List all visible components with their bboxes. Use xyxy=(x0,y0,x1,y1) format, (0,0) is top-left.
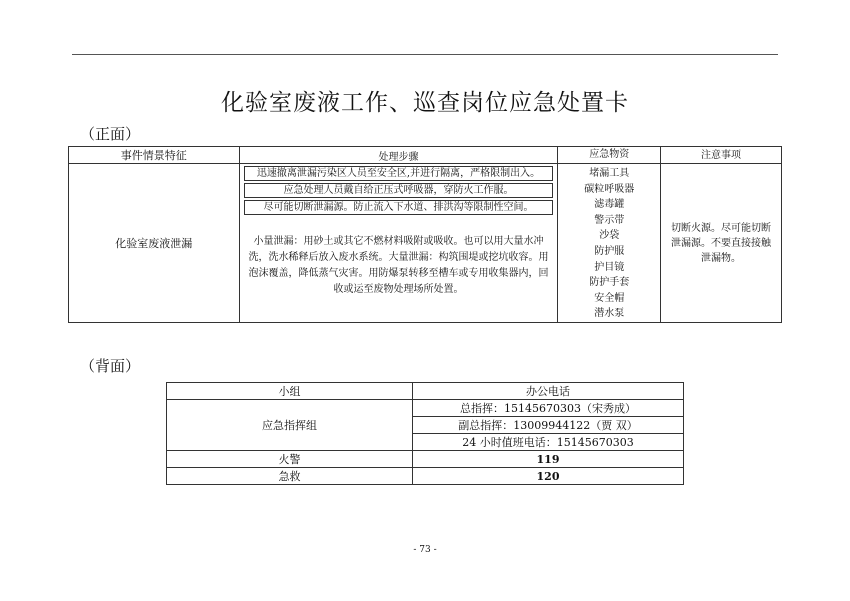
event-cell: 化验室废液泄漏 xyxy=(69,164,240,323)
step-3: 尽可能切断泄漏源。防止流入下水道、排洪沟等限制性空间。 xyxy=(244,200,554,215)
header-materials: 应急物资 xyxy=(558,147,661,164)
material-item: 安全帽 xyxy=(594,292,625,304)
material-item: 堵漏工具 xyxy=(589,168,630,179)
step-2: 应急处理人员戴自给正压式呼吸器，穿防火工作服。 xyxy=(244,183,554,198)
step-4-text: 小量泄漏：用砂土或其它不燃材料吸附或吸收。也可以用大量水冲洗，洗水稀释后放入废水系统。大量泄漏：构筑围堤或挖坑收容。用泡沫覆盖，降低蒸气灾害。用防爆泵转移至槽车或专用收集器内，回收或运至废物处理场所处置。 xyxy=(248,235,549,295)
notes-cell: 切断火源。尽可能切断泄漏源。不要直接接触泄漏物。 xyxy=(661,164,782,323)
contact-commander: 总指挥：15145670303（宋秀成） xyxy=(413,400,684,417)
row-name-fire: 火警 xyxy=(167,451,413,468)
page-number: - 73 - xyxy=(413,545,437,555)
header-phone: 办公电话 xyxy=(413,383,684,400)
material-item: 碳粒呼吸器 xyxy=(584,183,635,195)
materials-cell xyxy=(558,164,661,323)
material-item: 防护手套 xyxy=(589,277,630,289)
material-item: 护目镜 xyxy=(594,261,625,273)
header-notes: 注意事项 xyxy=(661,147,782,164)
material-item: 警示带 xyxy=(594,214,625,226)
back-header-row xyxy=(167,383,684,400)
front-table xyxy=(68,146,782,323)
table-row xyxy=(167,400,684,417)
front-label: （正面） xyxy=(80,125,141,143)
front-header-row xyxy=(69,147,782,164)
table-row xyxy=(167,468,684,485)
material-item: 潜水泵 xyxy=(594,308,625,320)
row-phone-ambulance: 120 xyxy=(413,468,684,485)
header-event: 事件情景特征 xyxy=(69,147,240,164)
row-name-ambulance: 急救 xyxy=(167,468,413,485)
material-item: 滤毒罐 xyxy=(594,199,625,211)
back-label: （背面） xyxy=(80,357,141,375)
contact-duty: 24 小时值班电话：15145670303 xyxy=(413,434,684,451)
step-1: 迅速撤离泄漏污染区人员至安全区,并进行隔离，严格限制出入。 xyxy=(244,166,554,181)
material-item: 防护服 xyxy=(594,245,625,257)
group-name: 应急指挥组 xyxy=(167,400,413,451)
step-4 xyxy=(240,215,558,322)
page-title: 化验室废液工作、巡查岗位应急处置卡 xyxy=(221,90,629,116)
row-phone-fire: 119 xyxy=(413,451,684,468)
header-steps: 处理步骤 xyxy=(239,147,558,164)
material-item: 沙袋 xyxy=(599,230,620,242)
steps-cell xyxy=(239,164,558,323)
top-rule xyxy=(72,54,778,55)
front-body-row xyxy=(69,164,782,323)
table-row xyxy=(167,451,684,468)
header-group: 小组 xyxy=(167,383,413,400)
back-table xyxy=(166,382,684,485)
contact-deputy: 副总指挥：13009944122（贾 双） xyxy=(413,417,684,434)
